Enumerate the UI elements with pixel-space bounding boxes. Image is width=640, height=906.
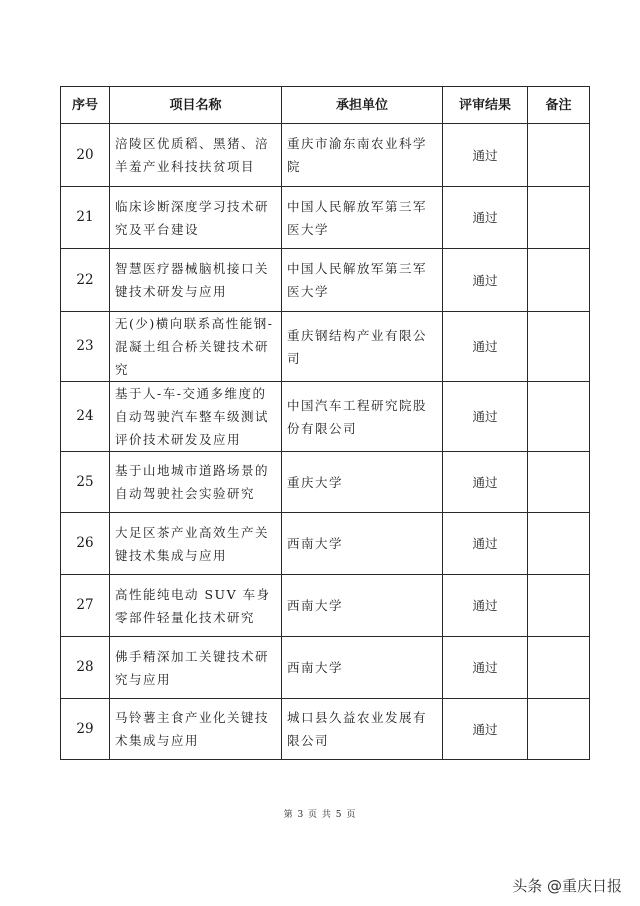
cell-remarks: [528, 124, 590, 187]
page-number: 第 3 页 共 5 页: [283, 810, 357, 820]
cell-project-name: 涪陵区优质稻、黑猪、涪羊羞产业科技扶贫项目: [110, 124, 282, 187]
cell-remarks: [528, 637, 590, 699]
table-row: [61, 187, 590, 249]
cell-review-result: 通过: [443, 699, 528, 760]
cell-serial-number: 27: [61, 575, 110, 637]
cell-undertaking-unit: 中国人民解放军第三军医大学: [282, 249, 443, 312]
cell-serial-number: 25: [61, 452, 110, 513]
cell-serial-number: 23: [61, 312, 110, 382]
cell-serial-number: 20: [61, 124, 110, 187]
cell-serial-number: 26: [61, 513, 110, 575]
cell-remarks: [528, 187, 590, 249]
cell-serial-number: 28: [61, 637, 110, 699]
header-project-name: 项目名称: [110, 87, 282, 124]
cell-undertaking-unit: 城口县久益农业发展有限公司: [282, 699, 443, 760]
cell-remarks: [528, 699, 590, 760]
header-remarks: 备注: [528, 87, 590, 124]
cell-review-result: 通过: [443, 513, 528, 575]
cell-review-result: 通过: [443, 575, 528, 637]
cell-project-name: 智慧医疗器械脑机接口关键技术研发与应用: [110, 249, 282, 312]
header-serial-number: 序号: [61, 87, 110, 124]
cell-undertaking-unit: 中国人民解放军第三军医大学: [282, 187, 443, 249]
cell-serial-number: 22: [61, 249, 110, 312]
cell-serial-number: 29: [61, 699, 110, 760]
source-watermark: 头条 @重庆日报: [512, 877, 622, 895]
cell-project-name: 大足区茶产业高效生产关键技术集成与应用: [110, 513, 282, 575]
header-review-result: 评审结果: [443, 87, 528, 124]
header-undertaking-unit: 承担单位: [282, 87, 443, 124]
cell-project-name: 无(少)横向联系高性能钢-混凝土组合桥关键技术研究: [110, 312, 282, 382]
cell-remarks: [528, 452, 590, 513]
cell-review-result: 通过: [443, 637, 528, 699]
cell-remarks: [528, 575, 590, 637]
cell-review-result: 通过: [443, 124, 528, 187]
cell-review-result: 通过: [443, 249, 528, 312]
cell-project-name: 基于山地城市道路场景的自动驾驶社会实验研究: [110, 452, 282, 513]
cell-review-result: 通过: [443, 452, 528, 513]
cell-review-result: 通过: [443, 187, 528, 249]
table-row: [61, 575, 590, 637]
cell-remarks: [528, 312, 590, 382]
cell-review-result: 通过: [443, 382, 528, 452]
cell-project-name: 临床诊断深度学习技术研究及平台建设: [110, 187, 282, 249]
table-row: [61, 637, 590, 699]
table-row: [61, 249, 590, 312]
cell-project-name: 基于人-车-交通多维度的自动驾驶汽车整车级测试评价技术研发及应用: [110, 382, 282, 452]
table-row: [61, 382, 590, 452]
cell-remarks: [528, 382, 590, 452]
cell-remarks: [528, 513, 590, 575]
table-row: [61, 699, 590, 760]
cell-project-name: 马铃薯主食产业化关键技术集成与应用: [110, 699, 282, 760]
cell-undertaking-unit: 西南大学: [282, 575, 443, 637]
cell-review-result: 通过: [443, 312, 528, 382]
cell-remarks: [528, 249, 590, 312]
table-row: [61, 312, 590, 382]
cell-undertaking-unit: 西南大学: [282, 513, 443, 575]
table-row: [61, 452, 590, 513]
cell-undertaking-unit: 重庆市渝东南农业科学院: [282, 124, 443, 187]
cell-undertaking-unit: 重庆大学: [282, 452, 443, 513]
table-header-row: [61, 87, 590, 124]
review-results-table: [60, 86, 590, 760]
table-row: [61, 124, 590, 187]
cell-serial-number: 24: [61, 382, 110, 452]
cell-project-name: 佛手精深加工关键技术研究与应用: [110, 637, 282, 699]
table-row: [61, 513, 590, 575]
cell-project-name: 高性能纯电动 SUV 车身零部件轻量化技术研究: [110, 575, 282, 637]
cell-undertaking-unit: 重庆钢结构产业有限公司: [282, 312, 443, 382]
cell-undertaking-unit: 中国汽车工程研究院股份有限公司: [282, 382, 443, 452]
cell-serial-number: 21: [61, 187, 110, 249]
cell-undertaking-unit: 西南大学: [282, 637, 443, 699]
